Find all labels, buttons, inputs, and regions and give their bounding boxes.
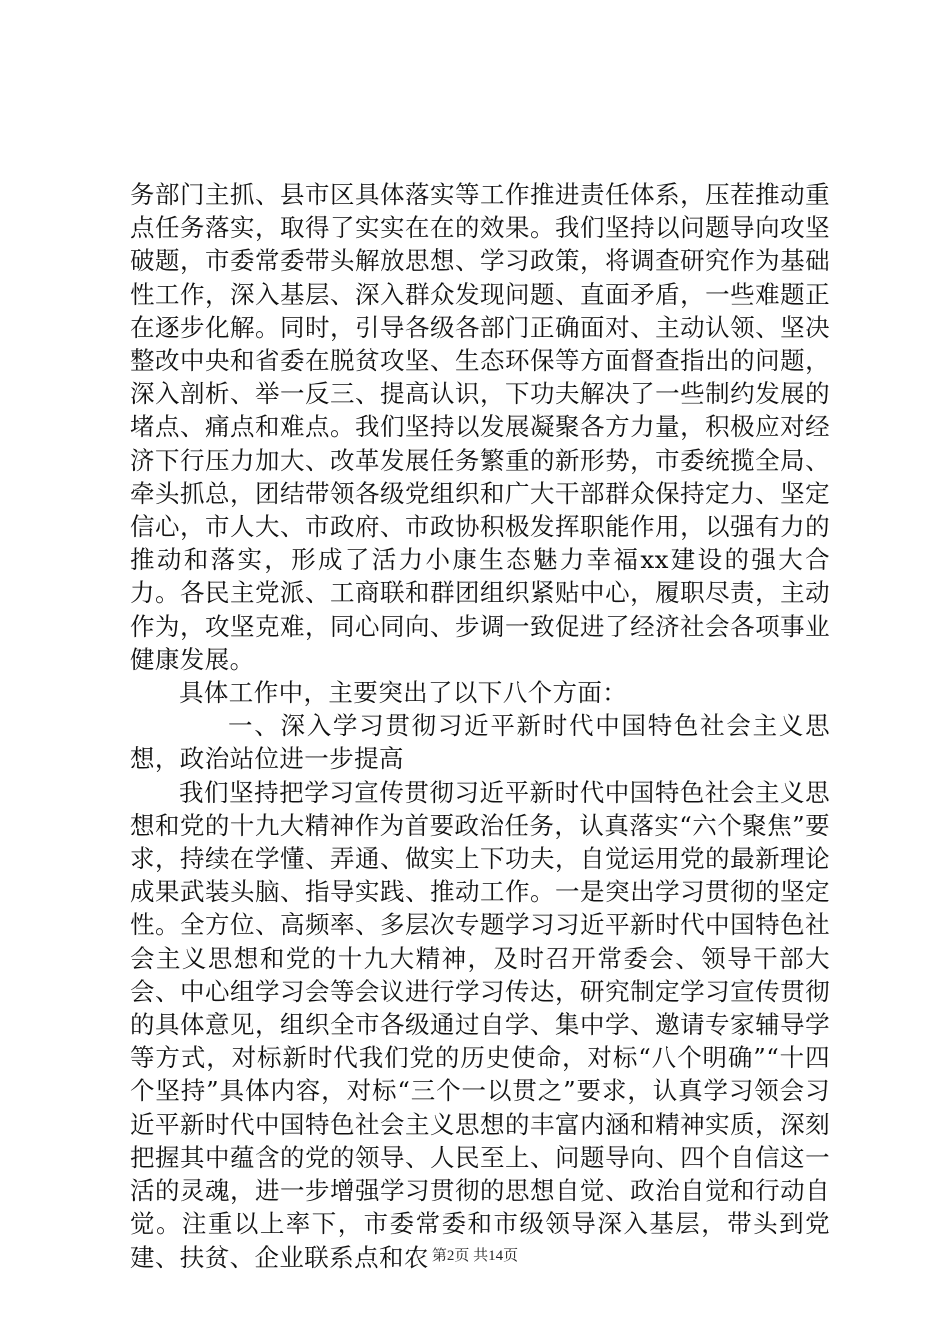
document-body xyxy=(130,178,830,1274)
page-footer: 第2页 共14页 xyxy=(431,1248,519,1264)
section-heading: 一、深入学习贯彻习近平新时代中国特色社会主义思想，政治站位进一步提高 xyxy=(130,711,830,774)
paragraph-continuation: 务部门主抓、县市区具体落实等工作推进责任体系，压茬推动重点任务落实，取得了实实在在的效果。我们坚持以问题导向攻坚破题，市委常委带头解放思想、学习政策，将调查研究作为基础性工作，深入基层、深入群众发现问题、直面矛盾，一些难题正在逐步化解。同时，引导各级各部门正确面对、主动认领、坚决整改中央和省委在脱贫攻坚、生态环保等方面督查指出的问题，深入剖析、举一反三、提高认识，下功夫解决了一些制约发展的堵点、痛点和难点。我们坚持以发展凝聚各方力量，积极应对经济下行压力加大、改革发展任务繁重的新形势，市委统揽全局、牵头抓总，团结带领各级党组织和广大干部群众保持定力、坚定信心，市人大、市政府、市政协积极发挥职能作用，以强有力的推动和落实，形成了活力小康生态魅力幸福xx建设的强大合力。各民主党派、工商联和群团组织紧贴中心，履职尽责，主动作为，攻坚克难，同心同向、步调一致促进了经济社会各项事业健康发展。 xyxy=(130,180,830,674)
paragraph-intro: 具体工作中，主要突出了以下八个方面： xyxy=(179,678,628,708)
paragraph-section-body: 我们坚持把学习宣传贯彻习近平新时代中国特色社会主义思想和党的十九大精神作为首要政治任务，认真落实“六个聚焦”要求，持续在学懂、弄通、做实上下功夫，自觉运用党的最新理论成果武装头脑、指导实践、推动工作。一是突出学习贯彻的坚定性。全方位、高频率、多层次专题学习习近平新时代中国特色社会主义思想和党的十九大精神，及时召开常委会、领导干部大会、中心组学习会等会议进行学习传达，研究制定学习宣传贯彻的具体意见，组织全市各级通过自学、集中学、邀请专家辅导学等方式，对标新时代我们党的历史使命，对标“八个明确”“十四个坚持”具体内容，对标“三个一以贯之”要求，认真学习领会习近平新时代中国特色社会主义思想的丰富内涵和精神实质，深刻把握其中蕴含的党的领导、人民至上、问题导向、四个自信这一活的灵魂，进一步增强学习贯彻的思想自觉、政治自觉和行动自觉。注重以上率下，市委常委和市级领导深入基层，带头到党建、扶贫、企业联系点和农 xyxy=(130,777,830,1272)
